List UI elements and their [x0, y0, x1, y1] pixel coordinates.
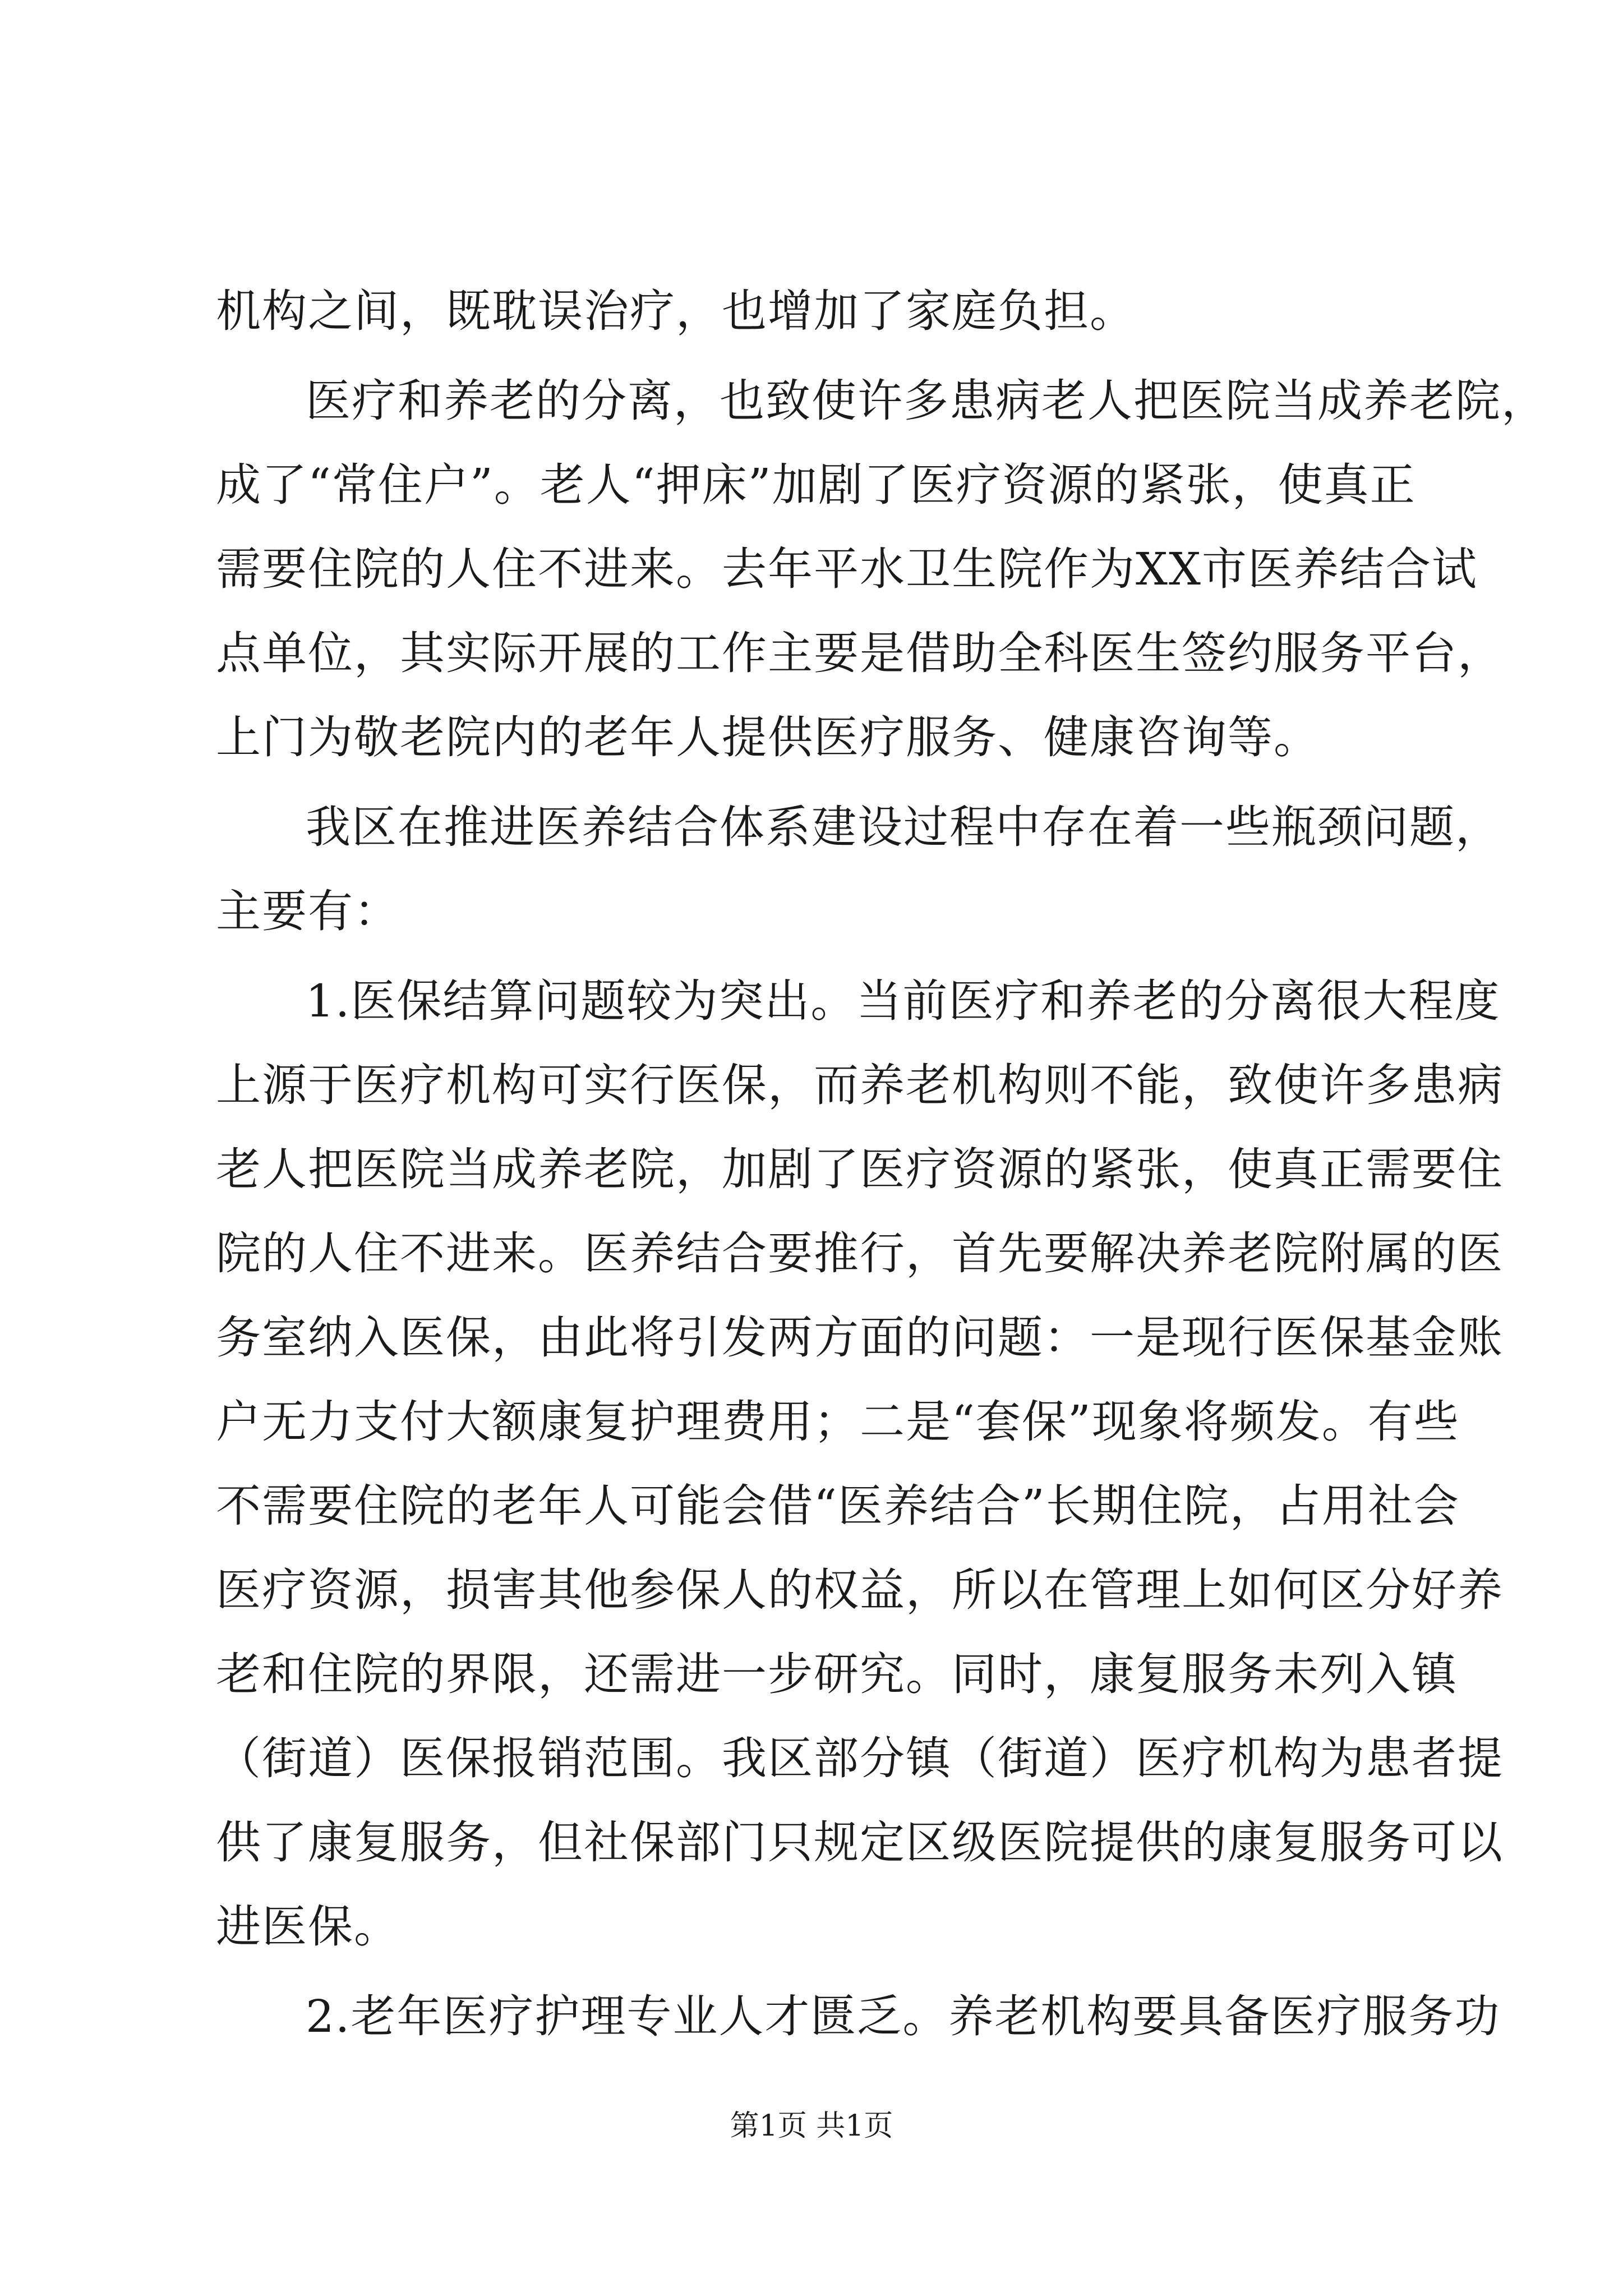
text-line: 院的人住不进来。医养结合要推行，首先要解决养老院附属的医	[216, 1227, 1504, 1280]
paragraph-gap	[216, 954, 1422, 959]
text-line: （街道）医保报销范围。我区部分镇（街道）医疗机构为患者提	[216, 1732, 1504, 1784]
text-line: 户无力支付大额康复护理费用；二是“套保”现象将频发。有些	[216, 1396, 1460, 1448]
text-line: 进医保。	[216, 1901, 400, 1953]
text-line: 我区在推进医养结合体系建设过程中存在着一些瓶颈问题，	[306, 801, 1501, 853]
page-footer: 第1页 共1页	[730, 2109, 893, 2143]
text-line: 务室纳入医保，由此将引发两方面的问题：一是现行医保基金账	[216, 1312, 1504, 1364]
text-line: 供了康复服务，但社保部门只规定区级医院提供的康复服务可以	[216, 1816, 1504, 1869]
text-line: 点单位，其实际开展的工作主要是借助全科医生签约服务平台，	[216, 627, 1504, 679]
text-line: 1.医保结算问题较为突出。当前医疗和养老的分离很大程度	[306, 975, 1501, 1027]
paragraph-gap	[216, 780, 1422, 785]
text-line: 医疗和养老的分离，也致使许多患病老人把医院当成养老院，	[306, 375, 1547, 427]
text-line: 上源于医疗机构可实行医保，而养老机构则不能，致使许多患病	[216, 1059, 1504, 1111]
document-body	[216, 269, 1547, 2059]
paragraph-gap	[216, 1969, 1422, 1975]
text-line: 医疗资源，损害其他参保人的权益，所以在管理上如何区分好养	[216, 1564, 1504, 1616]
text-line: 不需要住院的老年人可能会借“医养结合”长期住院，占用社会	[216, 1480, 1460, 1532]
text-line: 主要有：	[216, 885, 400, 937]
text-line: 上门为敬老院内的老年人提供医疗服务、健康咨询等。	[216, 711, 1320, 763]
text-line: 需要住院的人住不进来。去年平水卫生院作为XX市医养结合试	[216, 543, 1478, 595]
text-line: 老和住院的界限，还需进一步研究。同时，康复服务未列入镇	[216, 1648, 1458, 1700]
text-line: 机构之间，既耽误治疗，也增加了家庭负担。	[216, 285, 1136, 337]
text-line: 2.老年医疗护理专业人才匮乏。养老机构要具备医疗服务功	[306, 1990, 1501, 2042]
text-line: 成了“常住户”。老人“押床”加剧了医疗资源的紧张，使真正	[216, 459, 1416, 511]
paragraph-gap	[216, 353, 1422, 359]
text-line: 老人把医院当成养老院，加剧了医疗资源的紧张，使真正需要住	[216, 1143, 1504, 1195]
